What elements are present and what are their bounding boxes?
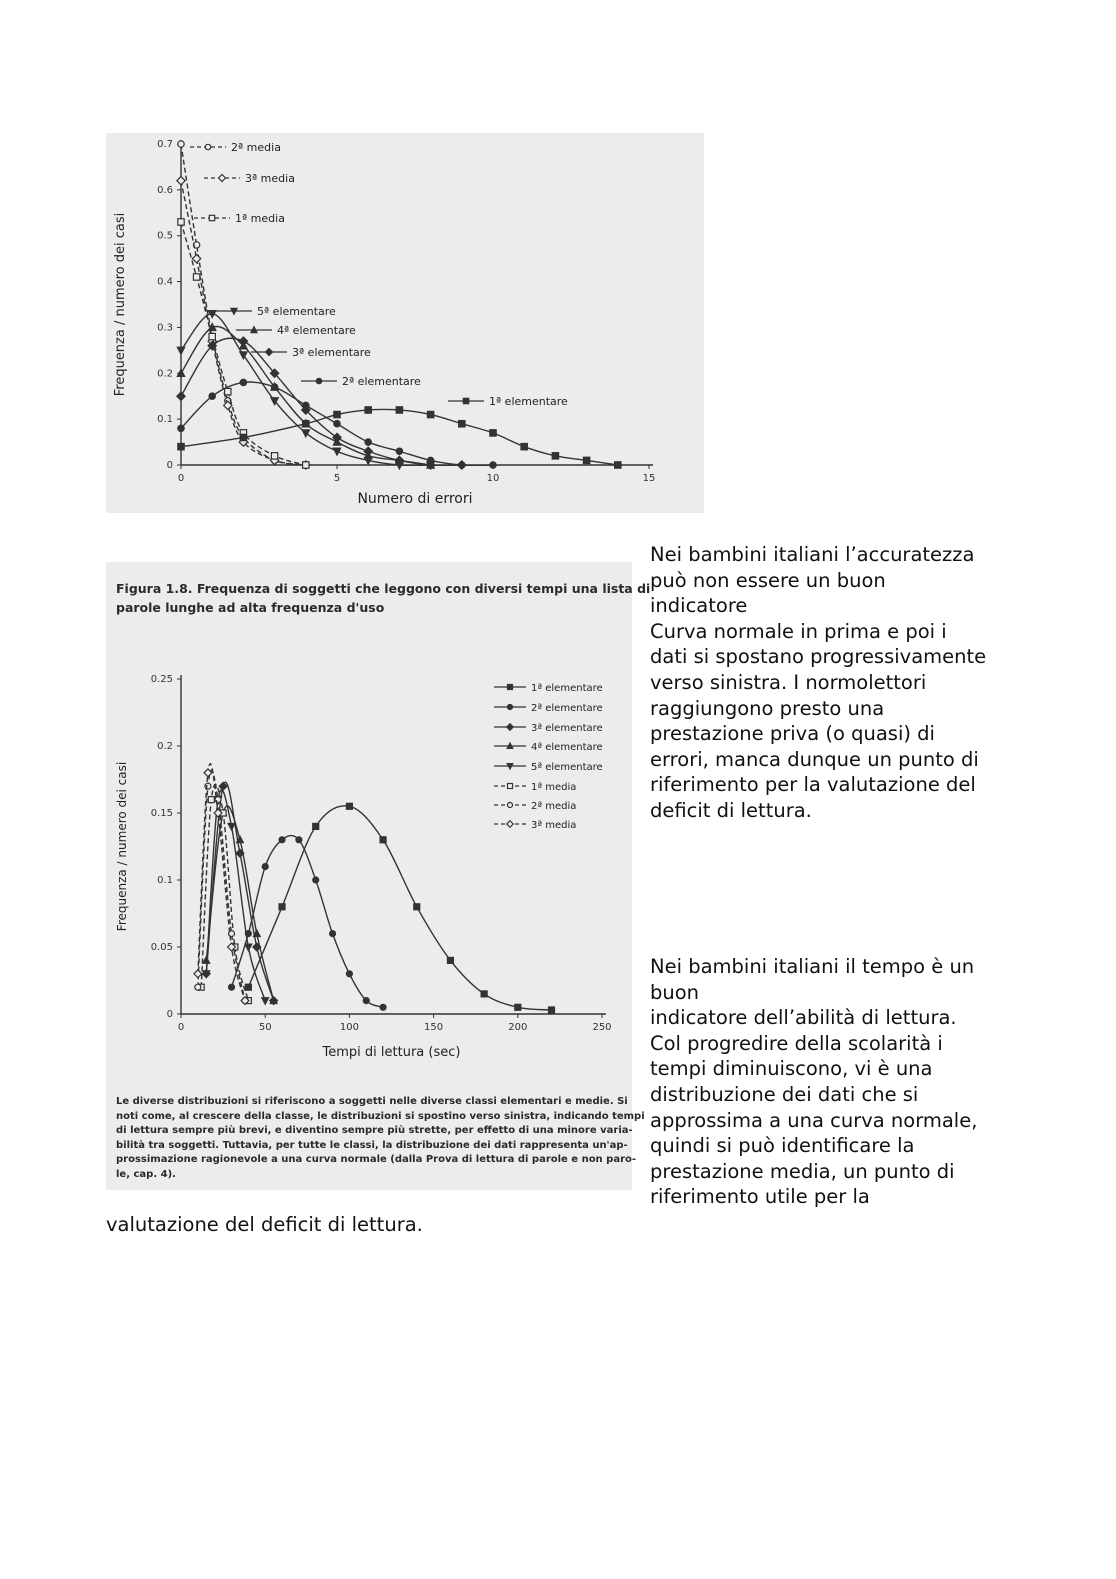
- data-point: [178, 219, 184, 225]
- legend-marker: [508, 685, 513, 690]
- y-tick-label: 0.4: [157, 276, 173, 288]
- x-tick-label: 150: [424, 1022, 444, 1033]
- para-line: può non essere un buon: [650, 568, 886, 592]
- para-line: Curva normale in prima e poi i: [650, 619, 947, 643]
- data-point: [303, 421, 309, 427]
- para-line: Col progredire della scolarità i: [650, 1031, 943, 1055]
- legend-entry: [494, 683, 603, 694]
- y-tick-label: 0.2: [157, 741, 173, 752]
- figure-title-line: parole lunghe ad alta frequenza d'uso: [116, 600, 385, 615]
- data-point: [490, 430, 496, 436]
- legend-label: 4ª elementare: [531, 742, 603, 753]
- legend-entry: [494, 703, 603, 714]
- para-line: quindi si può identificare la: [650, 1134, 915, 1158]
- legend-entry: [494, 742, 603, 753]
- legend-entry: [194, 212, 285, 225]
- data-point: [178, 425, 184, 431]
- legend-marker: [316, 378, 321, 383]
- para-line: riferimento utile per la: [650, 1185, 870, 1209]
- legend-label: 1ª media: [235, 212, 285, 225]
- caption-line: prossimazione ragionevole a una curva normale (dalla Prova di lettura di parole e non paro-: [116, 1154, 637, 1165]
- conclusion-paragraph: [106, 1212, 706, 1238]
- legend-label: 1ª media: [531, 782, 577, 793]
- x-tick-label: 250: [592, 1022, 612, 1033]
- data-point: [548, 1007, 554, 1013]
- data-point: [262, 864, 268, 870]
- para-line: raggiungono presto una: [650, 696, 885, 720]
- y-axis-label: Frequenza / numero dei casi: [115, 761, 129, 932]
- legend-marker: [205, 144, 210, 149]
- data-point: [225, 388, 231, 394]
- legend-label: 1ª elementare: [531, 683, 603, 694]
- data-point: [302, 430, 310, 437]
- caption-line: Le diverse distribuzioni si riferiscono a soggetti nelle diverse classi elementari e medie. Si: [116, 1096, 628, 1107]
- legend-marker: [265, 348, 272, 355]
- y-tick-label: 0: [166, 460, 173, 471]
- legend-entry: [190, 141, 281, 154]
- data-point: [177, 177, 185, 185]
- legend-label: 1ª elementare: [489, 395, 568, 408]
- legend-entry: [494, 801, 576, 812]
- data-point: [228, 823, 235, 830]
- legend-label: 5ª elementare: [257, 305, 336, 318]
- data-point: [427, 411, 433, 417]
- legend-marker: [508, 803, 513, 808]
- y-tick-label: 0.2: [157, 368, 173, 380]
- legend-entry: [448, 395, 568, 408]
- caption-line: le, cap. 4).: [116, 1168, 176, 1180]
- para-line: tempi diminuiscono, vi è una: [650, 1057, 933, 1081]
- x-tick-label: 0: [177, 473, 185, 484]
- legend-marker: [209, 215, 214, 220]
- errors-frequency-chart: [106, 133, 704, 513]
- y-tick-label: 0: [166, 1009, 173, 1020]
- legend-entry: [301, 375, 421, 388]
- y-tick-label: 0.3: [157, 322, 173, 334]
- data-point: [219, 782, 227, 790]
- data-point: [380, 837, 386, 843]
- legend-marker: [218, 174, 225, 181]
- x-tick-label: 0: [177, 1022, 185, 1033]
- y-tick-label: 0.25: [150, 674, 173, 685]
- para-line: Nei bambini italiani l’accuratezza: [650, 543, 975, 566]
- data-point: [193, 274, 199, 280]
- figure-title: [116, 579, 651, 617]
- figure-caption: [116, 1095, 645, 1182]
- data-point: [245, 984, 251, 990]
- legend-label: 2ª elementare: [531, 703, 603, 714]
- legend-marker: [508, 784, 513, 789]
- para-line: errori, manca dunque un punto di: [650, 747, 979, 771]
- data-point: [177, 347, 185, 354]
- data-point: [396, 448, 402, 454]
- y-tick-label: 0.05: [150, 942, 173, 953]
- legend-label: 2ª media: [531, 801, 577, 812]
- legend-entry: [251, 346, 371, 359]
- caption-line: noti come, al crescere della classe, le distribuzioni si spostino verso sinistra, indicando tempi: [116, 1110, 645, 1122]
- legend-label: 3ª media: [245, 172, 295, 185]
- data-point: [521, 443, 527, 449]
- data-point: [195, 984, 201, 990]
- data-point: [313, 877, 319, 883]
- x-tick-label: 15: [642, 473, 656, 484]
- data-point: [346, 971, 352, 977]
- data-point: [459, 462, 465, 468]
- data-point: [262, 998, 269, 1005]
- x-tick-label: 100: [339, 1022, 359, 1033]
- x-axis-label: Numero di errori: [357, 491, 473, 507]
- y-tick-label: 0.5: [157, 230, 173, 242]
- series-0: [245, 803, 554, 1013]
- legend-marker: [463, 398, 468, 403]
- y-tick-label: 0.15: [150, 808, 173, 819]
- data-point: [296, 837, 302, 843]
- legend-entry: [494, 762, 603, 773]
- legend-label: 5ª elementare: [531, 762, 603, 773]
- x-tick-label: 50: [258, 1022, 272, 1033]
- data-point: [240, 379, 246, 385]
- data-point: [271, 453, 277, 459]
- x-tick-label: 200: [508, 1022, 528, 1033]
- caption-line: di lettura sempre più brevi, e diventino sempre più strette, per effetto di una minore varia-: [116, 1125, 633, 1136]
- data-point: [209, 333, 215, 339]
- data-point: [313, 823, 319, 829]
- data-point: [365, 407, 371, 413]
- data-point: [427, 457, 433, 463]
- data-point: [481, 991, 487, 997]
- legend-entry: [494, 820, 576, 831]
- legend-marker: [507, 821, 514, 828]
- data-point: [396, 407, 402, 413]
- data-point: [194, 970, 202, 978]
- y-tick-label: 0.6: [157, 184, 173, 196]
- data-point: [239, 337, 247, 345]
- para-line: indicatore dell’abilità di lettura.: [650, 1006, 957, 1030]
- data-point: [552, 453, 558, 459]
- legend-entry: [494, 782, 576, 793]
- y-tick-label: 0.1: [157, 414, 173, 426]
- legend-label: 2ª elementare: [342, 375, 421, 388]
- data-point: [615, 462, 621, 468]
- para-line: deficit di lettura.: [650, 798, 812, 822]
- legend-marker: [508, 705, 513, 710]
- data-point: [245, 944, 252, 951]
- data-point: [334, 411, 340, 417]
- para-line: indicatore: [650, 594, 748, 618]
- data-point: [177, 392, 185, 400]
- y-tick-label: 0.7: [157, 139, 173, 150]
- legend-entry: [236, 324, 356, 337]
- para-line: prestazione media, un punto di: [650, 1159, 955, 1183]
- data-point: [192, 254, 200, 262]
- data-point: [303, 462, 309, 468]
- reading-time-paragraph: [650, 954, 1050, 1210]
- data-point: [363, 998, 369, 1004]
- data-point: [583, 457, 589, 463]
- legend-entry: [494, 723, 603, 734]
- data-point: [205, 783, 211, 789]
- para-line: buon: [650, 980, 700, 1004]
- data-point: [229, 984, 235, 990]
- accuracy-paragraph: [650, 542, 1050, 824]
- errors-chart-scan: [106, 133, 704, 513]
- para-line: valutazione del deficit di lettura.: [106, 1213, 423, 1236]
- legend-label: 3ª elementare: [531, 723, 603, 734]
- x-axis-label: Tempi di lettura (sec): [322, 1045, 461, 1060]
- figure-title-line: Figura 1.8. Frequenza di soggetti che leggono con diversi tempi una lista di: [116, 581, 651, 596]
- para-line: distribuzione dei dati che si: [650, 1082, 919, 1106]
- data-point: [303, 402, 309, 408]
- data-point: [178, 443, 184, 449]
- para-line: riferimento per la valutazione del: [650, 773, 976, 797]
- data-point: [178, 141, 184, 147]
- legend-entry: [204, 172, 295, 185]
- legend-label: 2ª media: [231, 141, 281, 154]
- caption-line: bilità tra soggetti. Tuttavia, per tutte le classi, la distribuzione dei dati rappresenta un'ap-: [116, 1139, 628, 1151]
- data-point: [208, 797, 214, 803]
- para-line: verso sinistra. I normolettori: [650, 670, 927, 694]
- x-tick-label: 10: [486, 473, 500, 484]
- legend-label: 3ª elementare: [292, 346, 371, 359]
- data-point: [279, 904, 285, 910]
- y-axis-label: Frequenza / numero dei casi: [113, 212, 128, 397]
- para-line: dati si spostano progressivamente: [650, 645, 987, 669]
- data-point: [330, 931, 336, 937]
- data-point: [380, 1004, 386, 1010]
- legend-label: 3ª media: [531, 820, 577, 831]
- data-point: [346, 803, 352, 809]
- data-point: [414, 904, 420, 910]
- data-point: [447, 957, 453, 963]
- data-point: [279, 837, 285, 843]
- x-tick-label: 5: [333, 473, 341, 484]
- legend-label: 4ª elementare: [277, 324, 356, 337]
- y-tick-label: 0.1: [157, 875, 173, 886]
- legend-entry: [216, 305, 336, 318]
- legend-marker: [507, 724, 514, 731]
- data-point: [334, 421, 340, 427]
- data-point: [271, 384, 277, 390]
- data-point: [515, 1004, 521, 1010]
- para-line: approssima a una curva normale,: [650, 1108, 978, 1132]
- data-point: [365, 439, 371, 445]
- para-line: Nei bambini italiani il tempo è un: [650, 955, 975, 978]
- data-point: [240, 434, 246, 440]
- data-point: [459, 421, 465, 427]
- para-line: prestazione priva (o quasi) di: [650, 722, 935, 746]
- data-point: [490, 462, 496, 468]
- data-point: [209, 393, 215, 399]
